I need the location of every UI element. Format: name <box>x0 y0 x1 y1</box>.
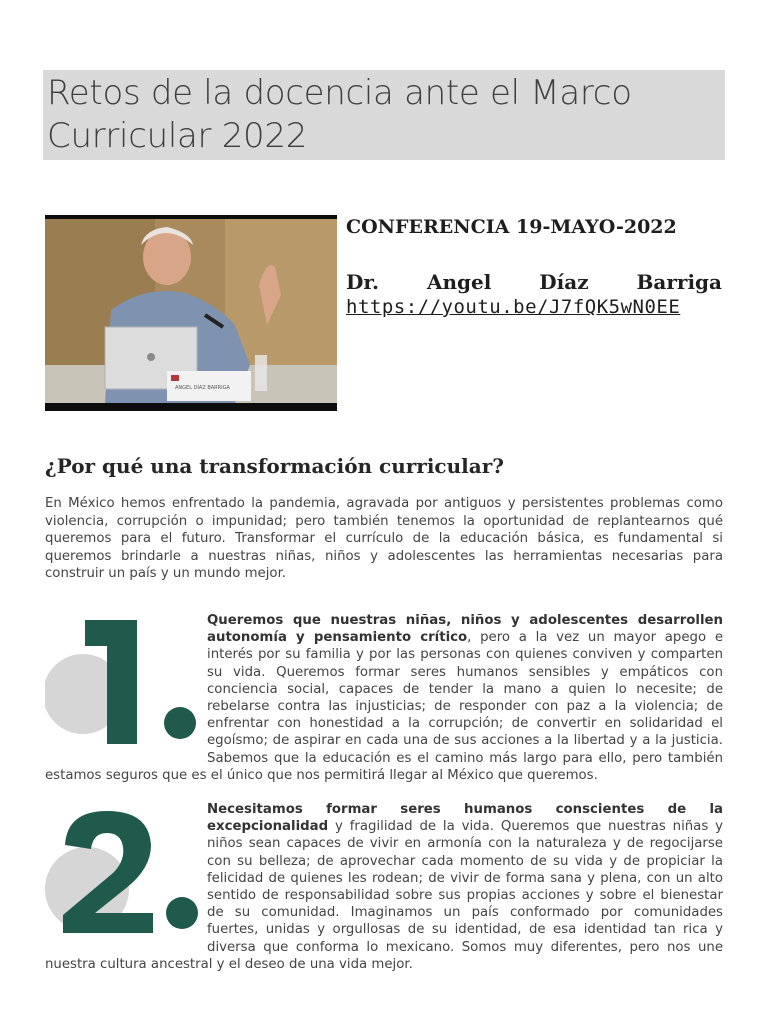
nameplate-text: ANGEL DÍAZ BARRIGA <box>175 385 230 391</box>
author-first: Angel <box>426 270 492 294</box>
speaker-photo <box>45 215 337 411</box>
section-2 <box>45 801 723 973</box>
section-heading: ¿Por qué una transformación curricular? <box>45 454 504 478</box>
section-1-lead: Queremos que nuestras niñas, niños y adolescentes desarrollen autonomía y pensamiento crítico <box>207 613 723 646</box>
author-last: Barriga <box>636 270 722 294</box>
section-2-number-graphic <box>45 801 207 941</box>
title-banner <box>43 70 725 160</box>
conference-date: CONFERENCIA 19-MAYO-2022 <box>346 216 677 238</box>
number-one-icon <box>45 612 207 752</box>
video-thumbnail[interactable] <box>45 215 337 411</box>
author-name <box>346 270 722 294</box>
section-1-text: , pero a la vez un mayor apego e interés por su familia y por las personas con quienes conviven y comparten su vida. Queremos formar seres humanos sensibles y empáticos con conciencia social, capaces de tender la mano a quien lo necesite; de rebelarse contra las injusticias; de responder con paz a la violencia; de enfrentar con honestidad a la corrupción; de convertir en solidaridad el egoísmo; de aspirar en cada una de sus acciones a la libertad y a la justicia. Sabemos que la educación es el camino más largo para ello, pero también estamos seguros que es el único que nos permitirá llegar al México que queremos. <box>45 630 723 783</box>
video-link[interactable]: https://youtu.be/J7fQK5wN0EE <box>346 296 681 318</box>
number-two-icon <box>45 801 207 941</box>
page-title: Retos de la docencia ante el Marco Curricular 2022 <box>47 73 632 156</box>
author-prefix: Dr. <box>346 270 380 294</box>
section-1 <box>45 612 723 784</box>
author-middle: Díaz <box>539 270 589 294</box>
section-2-lead: Necesitamos formar seres humanos conscientes de la excepcionalidad <box>207 802 723 835</box>
section-1-number-graphic <box>45 612 207 752</box>
intro-paragraph: En México hemos enfrentado la pandemia, agravada por antiguos y persistentes problemas como violencia, corrupción o impunidad; pero también tenemos la oportunidad de replantearnos qué queremos para el futuro. Transformar el currículo de la educación básica, es fundamental si queremos brindarle a nuestras niñas, niños y adolescentes las herramientas necesarias para construir un país y un mundo mejor. <box>45 496 723 581</box>
section-2-text: y fragilidad de la vida. Queremos que nuestras niñas y niños sean capaces de vivir en armonía con la naturaleza y de regocijarse con su belleza; de aprovechar cada momento de su vida y de propiciar la felicidad de quienes les rodean; de vivir de forma sana y plena, con un alto sentido de responsabilidad sobre sus propias acciones y sobre el bienestar de su comunidad. Imaginamos un país conformado por comunidades fuertes, unidas y orgullosas de su identidad, de esa identidad tan rica y diversa que conforma lo mexicano. Somos muy diferentes, pero nos une nuestra cultura ancestral y el deseo de una vida mejor. <box>45 819 723 972</box>
